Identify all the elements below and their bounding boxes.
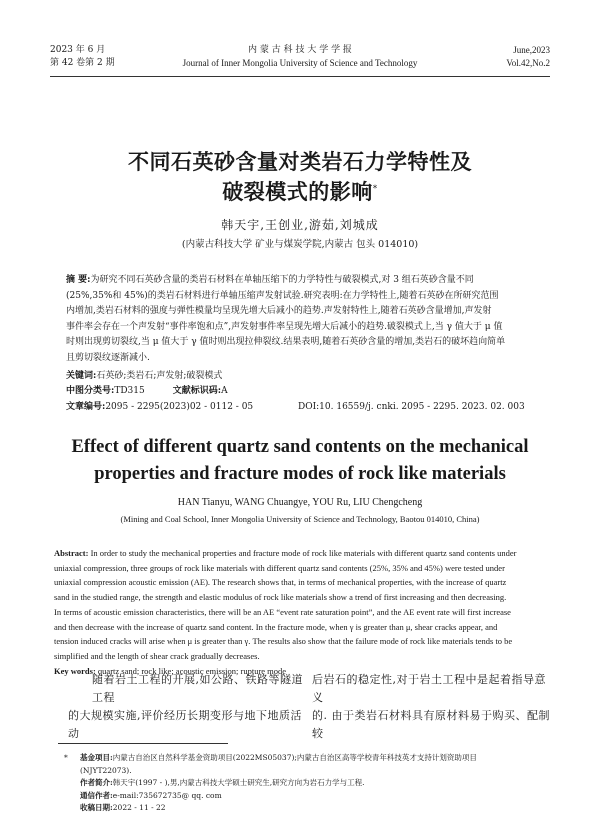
- header-rule: [50, 76, 550, 77]
- abstract-en-line-6: and then decrease with the increase of quartz sand content. In the fracture mode, when γ is greater than μ, shear cracks appear, and: [54, 621, 498, 632]
- header-date-text: 2023 年 6 月: [50, 45, 106, 55]
- author-bio-label: 作者简介:: [80, 778, 113, 787]
- contact-value: e-mail:735672735@ qq. com: [112, 790, 222, 800]
- abstract-en-line-1: [54, 546, 550, 561]
- author-bio-value: 韩天宇(1997 - ),男,内蒙古科技大学硕士研究生,研究方向为岩石力学与工程.: [112, 778, 365, 787]
- abstract-en-line-4: sand in the studied range, the strength and elastic modulus of rock like materials show a trend of first increasing and then decreasing.: [54, 592, 507, 603]
- fund-text-2: (NJYT22073).: [80, 765, 132, 775]
- title-en-line1: Effect of different quartz sand contents on the mechanical: [71, 437, 529, 457]
- footnote-fund: [64, 752, 550, 765]
- header-issue: [506, 44, 550, 70]
- body-right-line-1: 后岩石的稳定性,对于岩土工程中是起着指导意义: [312, 673, 546, 704]
- affiliation-cn: (内蒙古科技大学 矿业与煤炭学院,内蒙古 包头 014010): [181, 239, 419, 250]
- body-column-right: [312, 671, 552, 743]
- body-left-line-1: 随着岩土工程的开展,如公路、铁路等隧道工程: [92, 673, 303, 704]
- title-footnote-marker: *: [372, 184, 378, 194]
- body-left-line-2: 的大规模实施,评价经历长期变形与地下地质活动: [68, 709, 302, 740]
- abstract-en-line-3: uniaxial compression acoustic emission (AE). The research shows that, in terms of mechanical properties, with the increase of quartz: [54, 577, 507, 588]
- header-journal-en: Journal of Inner Mongolia University of Science and Technology: [182, 58, 418, 68]
- clc-value: TD315: [114, 386, 145, 396]
- header-issue-text: Vol.42,No.2: [506, 58, 550, 68]
- keywords-en-label: Key words:: [54, 665, 96, 676]
- abstract-en-line-2: uniaxial compression, three groups of rock like materials with different quartz sand contents (25%, 35% and 45%) were tested under: [54, 562, 505, 573]
- footnote-contact: [80, 790, 550, 803]
- abstract-cn-line-1: [66, 273, 546, 289]
- article-no-label: 文章编号:: [66, 402, 106, 412]
- abstract-cn-line-2: (25%,35%和 45%)的类岩石材料进行单轴压缩声发射试验.研究表明:在力学特性上,随着石英砂在所研究范围: [66, 290, 499, 301]
- header-volume-text: 第 42 卷第 2 期: [50, 58, 115, 68]
- header-date: [50, 44, 115, 70]
- doc-code-label: 文献标识码:: [172, 386, 222, 396]
- title-en-line2: properties and fracture modes of rock like materials: [94, 464, 506, 484]
- footnote: [64, 752, 550, 815]
- body-column-left: [68, 671, 312, 743]
- clc-label: 中图分类号:: [66, 386, 115, 396]
- title-cn-line1: 不同石英砂含量对类岩石力学特性及: [128, 150, 472, 174]
- clc-line: [66, 384, 546, 400]
- received-date-value: 2022 - 11 - 22: [112, 803, 166, 812]
- title-cn-line2-text: 破裂模式的影响: [222, 180, 373, 204]
- abstract-en-line-7: tension induced cracks will arise when μ is greater than γ. The results also show that the failure mode of rock like materials tends to be: [54, 636, 513, 647]
- article-no-line: [66, 400, 546, 416]
- body-right-line-2: 的. 由于类岩石材料具有原材料易于购买、配制较: [312, 709, 550, 740]
- abstract-cn-text-1: 为研究不同石英砂含量的类岩石材料在单轴压缩下的力学特性与破裂模式,对 3 组石英砂含量不同: [90, 275, 474, 285]
- title-cn-line2: [0, 176, 600, 206]
- fund-label: 基金项目:: [80, 753, 113, 762]
- keywords-en-value: quartz sand; rock like; acoustic emission; rupture mode: [97, 665, 287, 676]
- header-journal-cn: 内 蒙 古 科 技 大 学 学 报: [248, 45, 352, 55]
- abstract-cn-line-4: 事件率会存在一个声发射“事件率饱和点”,声发射事件率呈现先增大后减小的趋势.破裂模式上,当 γ 值大于 μ 值: [66, 321, 503, 332]
- header-month-text: June,2023: [513, 45, 550, 55]
- footnote-date: [80, 802, 550, 815]
- footnote-marker: *: [64, 753, 68, 762]
- contact-label: 通信作者:: [80, 790, 113, 800]
- doc-code-value: A: [221, 386, 228, 396]
- keywords-cn-label: 关键词:: [66, 371, 97, 381]
- authors-cn: 韩天宇,王创业,游茹,刘城成: [221, 218, 379, 232]
- abstract-cn-line-5: 时则出现剪切裂纹,当 μ 值大于 γ 值时则出现拉伸裂纹.结果表明,随着石英砂含量的增加,类岩石的破坏趋向简单: [66, 337, 506, 347]
- abstract-en-text-1: In order to study the mechanical properties and fracture mode of rock like materials with different quartz sand contents under: [90, 548, 517, 558]
- keywords-cn-value: 石英砂;类岩石;声发射;破裂模式: [96, 371, 223, 381]
- footnote-rule: [58, 743, 228, 744]
- abstract-en-label: Abstract:: [54, 548, 89, 558]
- authors-en: HAN Tianyu, WANG Chuangye, YOU Ru, LIU Chengcheng: [177, 497, 423, 508]
- received-date-label: 收稿日期:: [80, 803, 113, 812]
- fund-text-1: 内蒙古自治区自然科学基金资助项目(2022MS05037);内蒙古自治区高等学校青年科技英才支持计划资助项目: [112, 753, 477, 762]
- keywords-cn: [66, 369, 546, 385]
- header-journal: [130, 44, 470, 70]
- abstract-cn-label: 摘 要:: [66, 275, 91, 285]
- affiliation-en: (Mining and Coal School, Inner Mongolia University of Science and Technology, Baotou 014010, China): [120, 514, 480, 524]
- abstract-cn-line-3: 内增加,类岩石材料的强度与弹性模量均呈现先增大后减小的趋势.声发射特性上,随着石英砂含量增加,声发射: [66, 306, 492, 316]
- abstract-cn: [66, 273, 546, 366]
- footnote-author: [80, 777, 550, 790]
- abstract-en: [54, 546, 550, 678]
- abstract-en-line-5: In terms of acoustic emission characteristics, there will be an AE “event rate saturation point”, and the AE event rate will first increase: [54, 606, 511, 617]
- abstract-cn-line-6: 且剪切裂纹逐渐减小.: [66, 352, 150, 363]
- doi-text: DOI:10. 16559/j. cnki. 2095 - 2295. 2023. 02. 003: [298, 402, 525, 412]
- article-no-value: 2095 - 2295(2023)02 - 0112 - 05: [105, 402, 254, 412]
- abstract-en-line-8: simplified and the length of shear crack gradually decreases.: [54, 650, 260, 661]
